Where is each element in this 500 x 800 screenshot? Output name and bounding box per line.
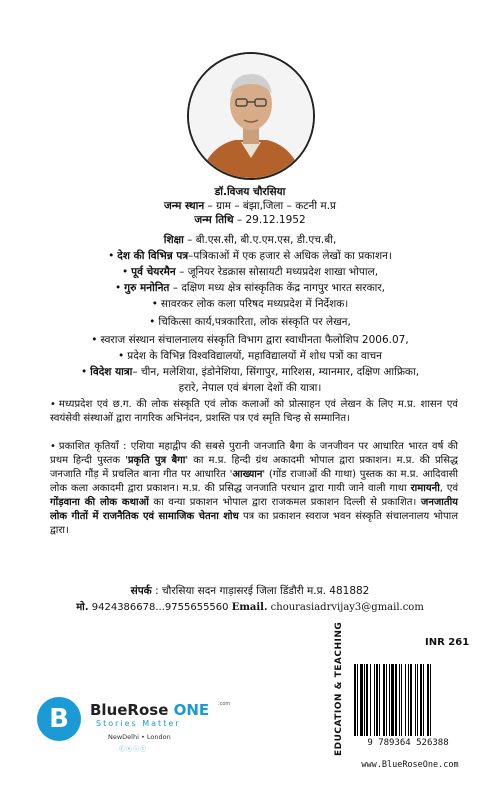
bio-text: – चीन, मलेशिया, इंडोनेशिया, सिंगापुर, मारिशस, म्यानमार, दक्षिण आफ्रिका, <box>132 366 420 378</box>
bio-line <box>0 298 500 311</box>
honors-paragraph <box>50 398 458 426</box>
social-icons: ⓕⓞⓘⓣ <box>119 746 148 753</box>
bio-line <box>0 366 500 379</box>
contact-label: संपर्क <box>130 585 152 597</box>
publisher-name-b: ONE <box>173 701 210 719</box>
education-value: – बी.एस.सी, बी.ए.एम.एस, डी.एच.बी, <box>183 234 337 246</box>
bio-text: चिकित्सा कार्य,पत्रकारिता, लोक संस्कृति पर लेखन, <box>158 316 351 328</box>
birthdate-label: जन्म तिथि <box>194 214 234 226</box>
category-label <box>330 621 344 758</box>
bio-label: गुरु मनोनित <box>124 282 170 294</box>
bio-text: सावरकर लोक कला परिषद मध्यप्रदेश में निर्देशक। <box>160 298 349 310</box>
barcode-bar <box>401 664 402 736</box>
barcode-bar <box>423 664 424 736</box>
bio-text: – जूनियर रेडक्रास सोसायटी मध्यप्रदेश शाखा भोपाल, <box>175 266 379 278</box>
pub-text: ' का म.प्र. हिन्दी ग्रंथ अकादमी भोपाल द्वारा प्रकाशन। म.प्र. की प्रसिद्ध जनजाति गौंड़ में प्रचलित बाना गीत पर आधारित ' <box>50 455 458 480</box>
bio-line <box>0 316 500 329</box>
birthplace <box>0 200 500 213</box>
barcode-bar <box>430 664 431 736</box>
pub-text: ' (गोंड राजाओं की गाथा) पुस्तक का म.प्र. आदिवासी लोक कला अकादमी द्वारा प्रकाशन। म.प्र. की प्रसिद्ध जनजाति परधान द्वारा गायी जाने वाली गाथा <box>50 469 458 494</box>
publisher-name <box>90 701 209 719</box>
publisher-name-a: BlueRose <box>90 701 169 719</box>
barcode-bar <box>360 664 363 736</box>
publisher-tagline: Stories Matter <box>96 719 181 728</box>
contact-phone-email <box>0 601 500 614</box>
bio-line <box>0 266 500 279</box>
pub-text: , एवं <box>439 483 458 494</box>
website: www.BlueRoseOne.com <box>361 760 459 770</box>
birthplace-label: जन्म स्थान <box>163 200 205 212</box>
bio-label: पूर्व चेयरमैन <box>131 266 176 278</box>
bio-line <box>0 250 500 263</box>
birthplace-value: – ग्राम – बंझा,जिला – कटनी म.प्र <box>204 200 337 212</box>
publications-paragraph <box>50 440 458 538</box>
honors-text: • मध्यप्रदेश एवं छ.ग. की लोक संस्कृति एवं लोक कलाओं को प्रोत्साहन एवं लेखन के लिए म.प्र. शासन एवं स्वयंसेवी संस्थाओं द्वारा नागरिक अभिनंदन, प्रशस्ति पत्र एवं स्मृति चिन्ह से सम्मानित। <box>50 398 458 426</box>
bio-text: –पत्रिकाओं में एक हजार से अधिक लेखों का प्रकाशन। <box>188 250 392 262</box>
barcode-bar <box>376 664 378 736</box>
publisher-city: NewDelhi • London <box>108 733 171 741</box>
category-text: EDUCATION & TEACHING <box>334 621 344 756</box>
bio-text: हरारे, नेपाल एवं बंगला देशों की यात्रा। <box>178 382 322 394</box>
bio-line <box>0 282 500 295</box>
publisher-com: .com <box>218 701 231 707</box>
barcode-bar <box>386 664 387 736</box>
bio-label: देश की विभिन्न पत्र <box>117 250 189 262</box>
phone-number: 9424386678...9755655560 <box>88 602 232 613</box>
contact-address <box>0 585 500 598</box>
barcode-bar <box>391 664 394 736</box>
bio-text: – दक्षिण मध्य क्षेत्र सांस्कृतिक केंद्र नागपुर भारत सरकार, <box>169 282 386 294</box>
bio-line <box>0 334 500 347</box>
barcode-bar <box>420 664 422 736</box>
barcode-bar <box>383 664 385 736</box>
barcode-bar <box>395 664 397 736</box>
barcode-bar <box>415 664 416 736</box>
barcode-bar <box>417 664 418 736</box>
pub-title: आख्यान <box>232 469 263 480</box>
birthdate <box>0 214 500 227</box>
isbn: 9 789364 526388 <box>367 738 449 748</box>
barcode-bar <box>405 664 406 736</box>
bio-line <box>0 382 500 395</box>
author-photo <box>187 52 315 180</box>
barcode-bar <box>357 664 358 736</box>
phone-label: मो. <box>76 602 89 613</box>
birthdate-value: – 29.12.1952 <box>233 214 306 226</box>
pub-title: जनजातीय लोक गीतों में राजनैतिक एवं सामाजिक चेतना शोध <box>50 497 458 522</box>
barcode-bar <box>379 664 380 736</box>
barcode-bar <box>399 664 400 736</box>
bio-label: विदेश यात्रा <box>90 366 133 378</box>
barcode-bar <box>354 664 356 736</box>
barcode <box>352 664 460 736</box>
education <box>0 234 500 247</box>
barcode-bar <box>408 664 409 736</box>
pub-title: गोंड़वाना की लोक कथाओं <box>50 497 149 508</box>
price: INR 261 <box>425 637 470 648</box>
barcode-bar <box>410 664 412 736</box>
email-label: Email. <box>231 602 268 613</box>
barcode-bar <box>364 664 365 736</box>
pub-text: का वन्या प्रकाशन भोपाल द्वारा राजकमल प्रकाशन दिल्ली से प्रकाशित। <box>148 497 421 508</box>
publications-text <box>50 440 458 538</box>
author-name: डॉ.विजय चौरसिया <box>214 186 286 198</box>
pub-text: प्रकाशित कृतियाँ : एशिया महाद्वीप की सबसे पुरानी जनजाति बैगा के जनजीवन पर आधारित भारत वर्ष की प्रथम हिन्दी पुस्तक ' <box>50 441 458 466</box>
contact-address-text: : चौरसिया सदन गाड़ासरई जिला डिंडौरी म.प्र. 481882 <box>151 585 370 597</box>
pub-title: रामायनी <box>410 483 440 494</box>
education-label: शिक्षा <box>163 234 184 246</box>
pub-text: पत्र का प्रकाशन स्वराज भवन संस्कृति संचालनालय भोपाल द्वारा। <box>50 511 458 536</box>
bio-text: प्रदेश के विभिन्न विश्वविद्यालयों, महाविद्यालयों में शोध पत्रों का वाचन <box>127 350 382 362</box>
barcode-bar <box>389 664 390 736</box>
pub-title: प्रकृति पुत्र बैगा <box>127 455 186 466</box>
barcode-bar <box>370 664 371 736</box>
barcode-bar <box>374 664 375 736</box>
barcode-bar <box>366 664 368 736</box>
publisher-logo-icon: B <box>37 697 81 741</box>
email-address: chourasiadrvijay3@gmail.com <box>267 602 424 613</box>
bio-line <box>0 350 500 363</box>
bio-text: स्वराज संस्थान संचालनालय संस्कृति विभाग द्वारा स्वाधीनता फैलोशिप 2006.07, <box>100 334 409 346</box>
barcode-bar <box>427 664 429 736</box>
